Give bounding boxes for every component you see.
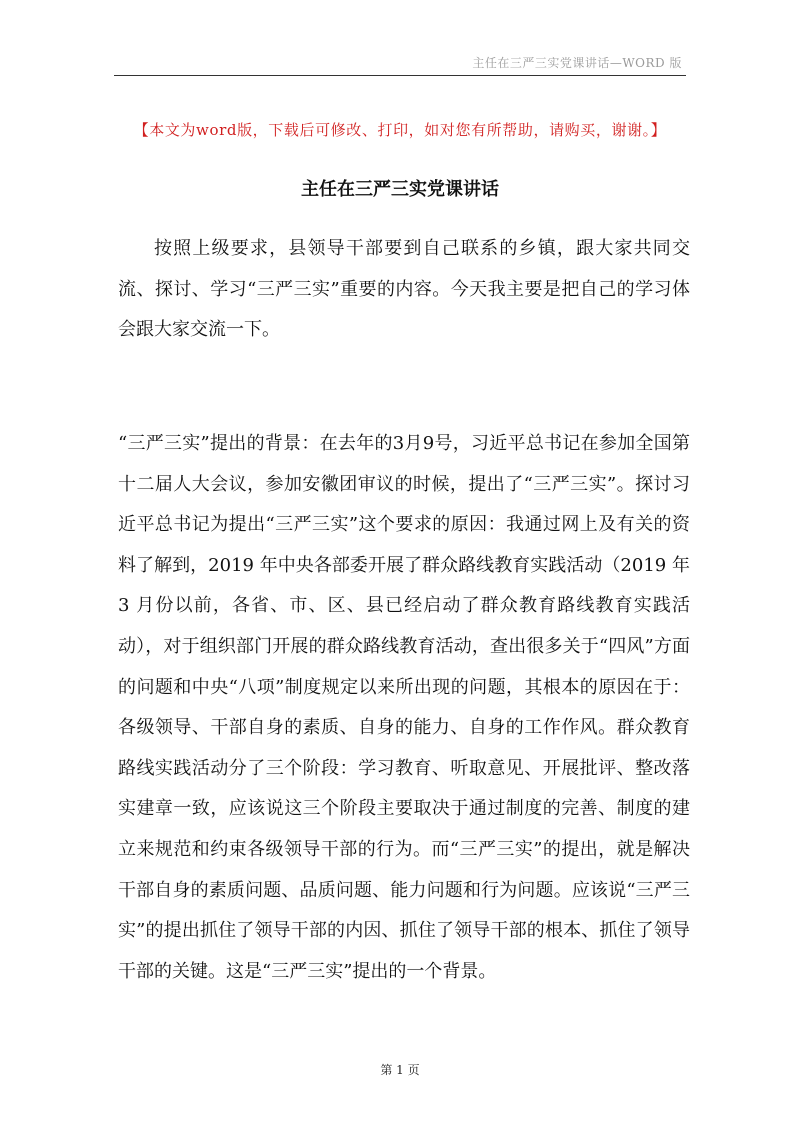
paragraph-background: “三严三实”提出的背景：在去年的3月9号，习近平总书记在参加全国第十二届人大会议，参加安徽团审议的时候，提出了“三严三实”。探讨习近平总书记为提出“三严三实”这个要求的原因：我通过网上及有关的资料了解到，2019 年中央各部委开展了群众路线教育实践活动（2019 年 3 月份以前，各省、市、区、县已经启动了群众教育路线教育实践活动），对于组织部门开展的群众路线教育活动，查出很多关于“四风”方面的问题和中央“八项”制度规定以来所出现的问题，其根本的原因在于：各级领导、干部自身的素质、自身的能力、自身的工作作风。群众教育路线实践活动分了三个阶段：学习教育、听取意见、开展批评、整改落实建章一致，应该说这三个阶段主要取决于通过制度的完善、制度的建立来规范和约束各级领导干部的行为。而“三严三实”的提出，就是解决干部自身的素质问题、品质问题、能力问题和行为问题。应该说“三严三实”的提出抓住了领导干部的内因、抓住了领导干部的根本、抓住了领导干部的关键。这是“三严三实”提出的一个背景。: [118, 433, 690, 982]
header-divider: [114, 75, 686, 76]
page-number: 第 1 页: [380, 1063, 420, 1077]
paragraph-intro: 按照上级要求，县领导干部要到自己联系的乡镇，跟大家共同交流、探讨、学习“三严三实”重要的内容。今天我主要是把自己的学习体会跟大家交流一下。: [118, 238, 690, 341]
document-title: 主任在三严三实党课讲话: [301, 179, 499, 200]
running-header-title: 主任在三严三实党课讲话—WORD 版: [472, 56, 682, 70]
purchase-notice: 【本文为word版，下载后可修改、打印，如对您有所帮助，请购买，谢谢。】: [133, 121, 667, 139]
